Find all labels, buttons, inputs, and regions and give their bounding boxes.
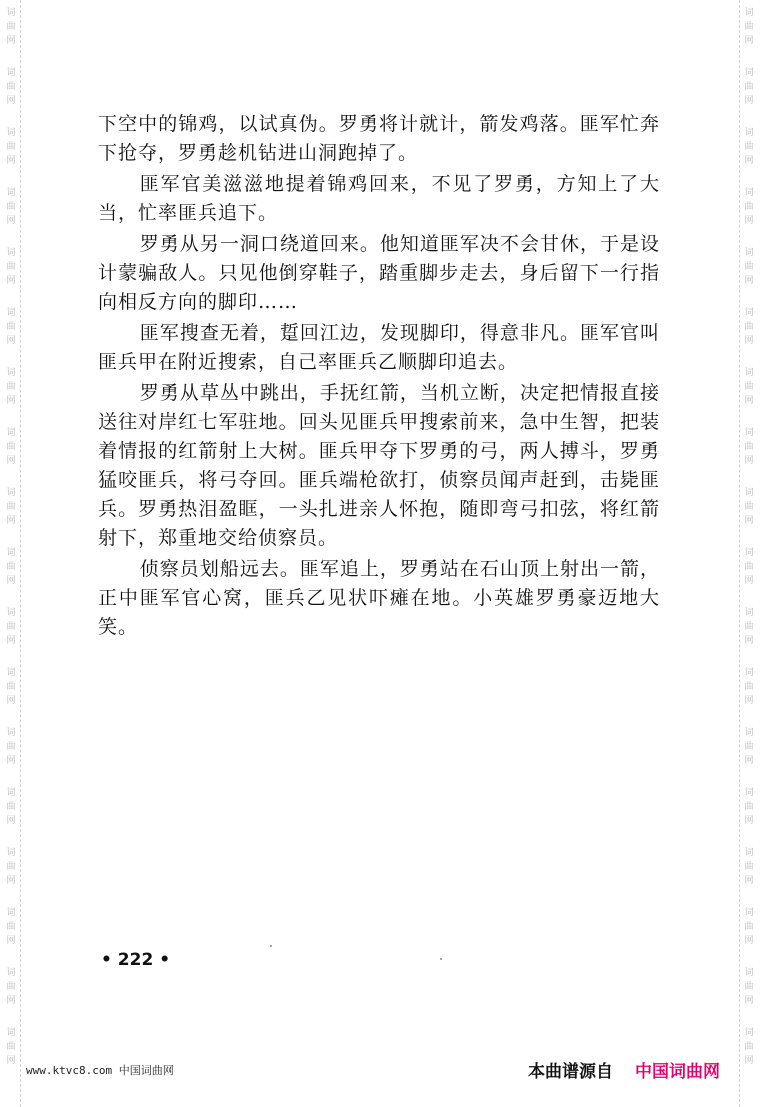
- watermark-glyph: 词: [744, 848, 754, 858]
- watermark-glyph: 网: [744, 936, 754, 946]
- watermark-glyph: 曲: [744, 802, 754, 812]
- paragraph-6: 侦察员划船远去。匪军追上，罗勇站在石山顶上射出一箭，正中匪军官心窝，匪兵乙见状吓瘫在地。小英雄罗勇豪迈地大笑。: [98, 558, 660, 638]
- paragraph-3: 罗勇从另一洞口绕道回来。他知道匪军决不会甘休，于是设计蒙骗敌人。只见他倒穿鞋子，踏重脚步走去，身后留下一行指向相反方向的脚印……: [98, 233, 660, 313]
- credit-site-link[interactable]: 中国词曲网: [635, 1062, 720, 1082]
- watermark-glyph: 曲: [744, 142, 754, 152]
- watermark-mark: [0, 1026, 22, 1068]
- watermark-glyph: 网: [744, 36, 754, 46]
- watermark-glyph: 曲: [6, 382, 16, 392]
- watermark-mark: [738, 186, 760, 228]
- watermark-glyph: 曲: [744, 862, 754, 872]
- watermark-glyph: 曲: [744, 22, 754, 32]
- watermark-mark: [0, 486, 22, 528]
- watermark-glyph: 曲: [6, 742, 16, 752]
- scan-speck: [440, 958, 442, 960]
- watermark-mark: [738, 546, 760, 588]
- body-text: [98, 110, 660, 644]
- watermark-glyph: 词: [6, 8, 16, 18]
- watermark-glyph: 曲: [744, 202, 754, 212]
- watermark-glyph: 词: [6, 68, 16, 78]
- watermark-glyph: 网: [6, 336, 16, 346]
- watermark-glyph: 词: [744, 1028, 754, 1038]
- watermark-glyph: 曲: [744, 1042, 754, 1052]
- watermark-glyph: 词: [6, 848, 16, 858]
- watermark-glyph: 网: [744, 276, 754, 286]
- watermark-glyph: 词: [6, 1028, 16, 1038]
- watermark-glyph: 词: [744, 128, 754, 138]
- watermark-glyph: 词: [744, 608, 754, 618]
- watermark-glyph: 词: [744, 368, 754, 378]
- watermark-glyph: 词: [744, 728, 754, 738]
- watermark-glyph: 词: [744, 308, 754, 318]
- watermark-mark: [0, 786, 22, 828]
- watermark-glyph: 曲: [6, 142, 16, 152]
- watermark-mark: [738, 66, 760, 108]
- watermark-glyph: 曲: [744, 382, 754, 392]
- watermark-mark: [0, 546, 22, 588]
- watermark-glyph: 曲: [744, 982, 754, 992]
- watermark-mark: [0, 966, 22, 1008]
- watermark-glyph: 曲: [6, 22, 16, 32]
- watermark-glyph: 词: [6, 548, 16, 558]
- watermark-glyph: 曲: [744, 322, 754, 332]
- watermark-glyph: 词: [6, 488, 16, 498]
- footer-credit: [528, 1057, 720, 1082]
- watermark-glyph: 曲: [744, 742, 754, 752]
- watermark-glyph: 网: [6, 696, 16, 706]
- watermark-mark: [738, 306, 760, 348]
- watermark-glyph: 词: [6, 728, 16, 738]
- watermark-glyph: 曲: [744, 262, 754, 272]
- watermark-glyph: 词: [744, 188, 754, 198]
- watermark-glyph: 网: [6, 216, 16, 226]
- watermark-mark: [738, 786, 760, 828]
- watermark-glyph: 词: [6, 968, 16, 978]
- watermark-glyph: 词: [6, 308, 16, 318]
- watermark-glyph: 网: [744, 756, 754, 766]
- watermark-glyph: 曲: [6, 562, 16, 572]
- watermark-glyph: 曲: [6, 322, 16, 332]
- watermark-glyph: 曲: [744, 502, 754, 512]
- watermark-mark: [738, 1026, 760, 1068]
- watermark-mark: [738, 6, 760, 48]
- watermark-glyph: 网: [744, 696, 754, 706]
- watermark-mark: [0, 366, 22, 408]
- watermark-glyph: 词: [6, 248, 16, 258]
- watermark-glyph: 网: [6, 516, 16, 526]
- watermark-mark: [738, 966, 760, 1008]
- watermark-mark: [738, 426, 760, 468]
- paragraph-5: 罗勇从草丛中跳出，手抚红箭，当机立断，决定把情报直接送往对岸红七军驻地。回头见匪兵甲搜索前来，急中生智，把装着情报的红箭射上大树。匪兵甲夺下罗勇的弓，两人搏斗，罗勇猛咬匪兵，将弓夺回。匪兵端枪欲打，侦察员闻声赶到，击毙匪兵。罗勇热泪盈眶，一头扎进亲人怀抱，随即弯弓扣弦，将红箭射下，郑重地交给侦察员。: [98, 382, 660, 549]
- watermark-glyph: 词: [6, 128, 16, 138]
- watermark-glyph: 词: [744, 428, 754, 438]
- credit-prefix: 本曲谱源自: [528, 1062, 613, 1082]
- watermark-glyph: 网: [744, 1056, 754, 1066]
- watermark-glyph: 网: [744, 396, 754, 406]
- watermark-glyph: 词: [744, 8, 754, 18]
- watermark-glyph: 网: [6, 756, 16, 766]
- watermark-glyph: 词: [6, 188, 16, 198]
- watermark-glyph: 曲: [6, 1042, 16, 1052]
- watermark-glyph: 网: [6, 1056, 16, 1066]
- watermark-glyph: 网: [6, 876, 16, 886]
- watermark-glyph: 网: [744, 876, 754, 886]
- watermark-mark: [0, 246, 22, 288]
- paragraph-4: 匪军搜查无着，踅回江边，发现脚印，得意非凡。匪军官叫匪兵甲在附近搜索，自己率匪兵乙顺脚印追去。: [98, 322, 660, 373]
- watermark-glyph: 网: [6, 816, 16, 826]
- watermark-glyph: 网: [6, 156, 16, 166]
- paragraph-2: 匪军官美滋滋地提着锦鸡回来，不见了罗勇，方知上了大当，忙率匪兵追下。: [98, 173, 660, 224]
- watermark-glyph: 词: [744, 908, 754, 918]
- watermark-mark: [0, 6, 22, 48]
- paragraph-1: 下空中的锦鸡，以试真伪。罗勇将计就计，箭发鸡落。匪军忙奔下抢夺，罗勇趁机钻进山洞跑掉了。: [98, 113, 660, 164]
- watermark-glyph: 词: [744, 548, 754, 558]
- left-watermark-strip: [0, 0, 22, 1107]
- watermark-glyph: 曲: [6, 922, 16, 932]
- footer-url[interactable]: www.ktvc8.com 中国词曲网: [26, 1064, 174, 1077]
- watermark-glyph: 网: [744, 456, 754, 466]
- watermark-mark: [738, 486, 760, 528]
- watermark-glyph: 词: [6, 908, 16, 918]
- watermark-glyph: 词: [744, 488, 754, 498]
- watermark-glyph: 网: [744, 336, 754, 346]
- watermark-glyph: 词: [6, 608, 16, 618]
- watermark-glyph: 网: [744, 156, 754, 166]
- watermark-glyph: 曲: [6, 682, 16, 692]
- watermark-glyph: 曲: [744, 442, 754, 452]
- watermark-glyph: 网: [6, 456, 16, 466]
- watermark-mark: [738, 246, 760, 288]
- watermark-glyph: 曲: [744, 622, 754, 632]
- watermark-glyph: 网: [744, 516, 754, 526]
- watermark-glyph: 网: [6, 636, 16, 646]
- watermark-glyph: 曲: [6, 862, 16, 872]
- watermark-glyph: 网: [6, 36, 16, 46]
- watermark-glyph: 网: [6, 936, 16, 946]
- watermark-glyph: 网: [744, 576, 754, 586]
- watermark-glyph: 网: [744, 96, 754, 106]
- watermark-glyph: 曲: [6, 82, 16, 92]
- page-number: • 222 •: [101, 950, 171, 970]
- watermark-glyph: 曲: [744, 682, 754, 692]
- watermark-mark: [738, 126, 760, 168]
- watermark-mark: [738, 666, 760, 708]
- watermark-glyph: 网: [6, 396, 16, 406]
- watermark-mark: [0, 726, 22, 768]
- watermark-glyph: 网: [6, 996, 16, 1006]
- watermark-mark: [738, 366, 760, 408]
- watermark-glyph: 词: [744, 788, 754, 798]
- watermark-mark: [738, 726, 760, 768]
- watermark-glyph: 词: [6, 368, 16, 378]
- watermark-glyph: 网: [744, 816, 754, 826]
- watermark-glyph: 曲: [6, 502, 16, 512]
- watermark-glyph: 词: [744, 968, 754, 978]
- watermark-mark: [0, 906, 22, 948]
- watermark-glyph: 网: [6, 276, 16, 286]
- watermark-glyph: 词: [6, 668, 16, 678]
- watermark-mark: [0, 666, 22, 708]
- right-watermark-strip: [738, 0, 760, 1107]
- watermark-mark: [0, 126, 22, 168]
- watermark-mark: [0, 846, 22, 888]
- watermark-glyph: 词: [744, 248, 754, 258]
- watermark-glyph: 网: [744, 996, 754, 1006]
- watermark-glyph: 曲: [744, 922, 754, 932]
- watermark-glyph: 曲: [6, 202, 16, 212]
- watermark-glyph: 曲: [744, 562, 754, 572]
- watermark-mark: [0, 306, 22, 348]
- watermark-mark: [0, 186, 22, 228]
- watermark-mark: [738, 606, 760, 648]
- watermark-mark: [0, 66, 22, 108]
- scan-speck: [270, 945, 272, 947]
- watermark-glyph: 曲: [6, 622, 16, 632]
- watermark-glyph: 网: [6, 96, 16, 106]
- watermark-glyph: 网: [744, 216, 754, 226]
- watermark-glyph: 曲: [6, 982, 16, 992]
- watermark-mark: [0, 606, 22, 648]
- watermark-mark: [0, 426, 22, 468]
- watermark-mark: [738, 846, 760, 888]
- watermark-glyph: 网: [6, 576, 16, 586]
- watermark-glyph: 词: [744, 668, 754, 678]
- watermark-glyph: 词: [6, 428, 16, 438]
- watermark-mark: [738, 906, 760, 948]
- watermark-glyph: 曲: [6, 442, 16, 452]
- watermark-glyph: 词: [744, 68, 754, 78]
- watermark-glyph: 网: [744, 636, 754, 646]
- watermark-glyph: 曲: [6, 802, 16, 812]
- watermark-glyph: 词: [6, 788, 16, 798]
- watermark-glyph: 曲: [744, 82, 754, 92]
- watermark-glyph: 曲: [6, 262, 16, 272]
